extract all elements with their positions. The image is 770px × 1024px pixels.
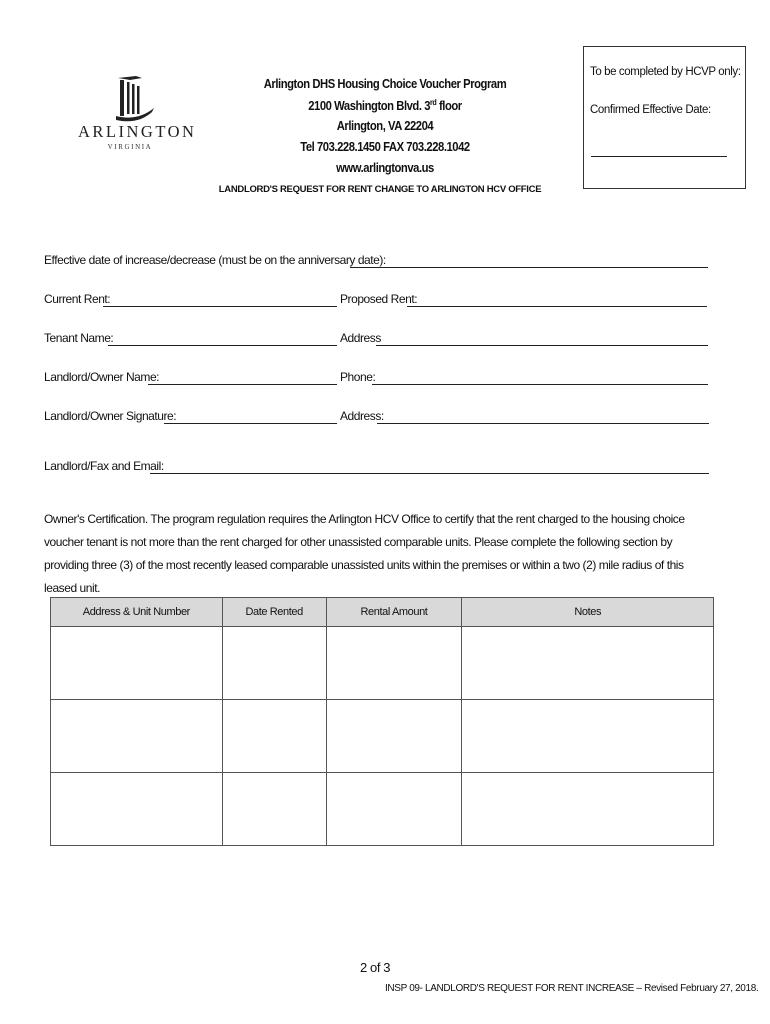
form-title: LANDLORD'S REQUEST FOR RENT CHANGE TO ARLINGTON HCV OFFICE bbox=[218, 184, 542, 195]
tenant-name-field[interactable] bbox=[108, 345, 337, 346]
owner-address-field[interactable] bbox=[377, 423, 709, 424]
date-rented-cell[interactable] bbox=[222, 700, 326, 773]
confirmed-effective-date-label: Confirmed Effective Date: bbox=[590, 104, 711, 116]
comparable-units-table bbox=[50, 597, 714, 846]
hcvp-box-title: To be completed by HCVP only: bbox=[590, 66, 741, 78]
owner-address-label: Address: bbox=[340, 409, 384, 423]
effective-date-field[interactable] bbox=[350, 267, 708, 268]
proposed-rent-field[interactable] bbox=[407, 306, 707, 307]
table-row bbox=[51, 627, 714, 700]
tenant-address-field[interactable] bbox=[376, 345, 708, 346]
office-street: 2100 Washington Blvd. 3rd floor bbox=[308, 98, 462, 114]
tenant-address-label: Address bbox=[340, 331, 381, 345]
address-unit-cell[interactable] bbox=[51, 700, 223, 773]
current-rent-field[interactable] bbox=[103, 306, 337, 307]
owner-signature-field[interactable] bbox=[164, 423, 337, 424]
owner-name-label: Landlord/Owner Name: bbox=[44, 370, 160, 384]
office-website: www.arlingtonva.us bbox=[336, 161, 434, 175]
form-footer: INSP 09- LANDLORD'S REQUEST FOR RENT INCREASE – Revised February 27, 2018. bbox=[385, 983, 759, 994]
phone-field[interactable] bbox=[372, 384, 708, 385]
rental-amount-cell[interactable] bbox=[326, 773, 462, 846]
office-phone-fax: Tel 703.228.1450 FAX 703.228.1042 bbox=[300, 140, 470, 154]
notes-cell[interactable] bbox=[462, 773, 714, 846]
table-header-row bbox=[51, 598, 714, 627]
tenant-name-label: Tenant Name: bbox=[44, 331, 114, 345]
notes-cell[interactable] bbox=[462, 627, 714, 700]
table-row bbox=[51, 700, 714, 773]
owner-signature-label: Landlord/Owner Signature: bbox=[44, 409, 177, 423]
effective-date-label: Effective date of increase/decrease (must be on the anniversary date): bbox=[44, 253, 386, 267]
current-rent-label: Current Rent: bbox=[44, 292, 111, 306]
rental-amount-cell[interactable] bbox=[326, 700, 462, 773]
rental-amount-column-header: Rental Amount bbox=[326, 598, 462, 627]
proposed-rent-label: Proposed Rent: bbox=[340, 292, 418, 306]
date-rented-column-header: Date Rented bbox=[222, 598, 326, 627]
office-city: Arlington, VA 22204 bbox=[336, 119, 434, 133]
address-unit-cell[interactable] bbox=[51, 627, 223, 700]
page-number: 2 of 3 bbox=[360, 960, 391, 975]
notes-column-header: Notes bbox=[462, 598, 714, 627]
logo-wordmark: ARLINGTON bbox=[78, 122, 197, 141]
owner-certification-text: Owner's Certification. The program regulation requires the Arlington HCV Office to certify that the rent charged to the housing choice voucher tenant is not more than the rent charged for other unassisted comparable units. Please complete the following section by providing three (3) of the most recently leased comparable unassisted units within the premises or within a two (2) mile radius of this leased unit. bbox=[44, 512, 685, 595]
notes-cell[interactable] bbox=[462, 700, 714, 773]
program-name: Arlington DHS Housing Choice Voucher Program bbox=[263, 77, 507, 91]
phone-label: Phone: bbox=[340, 370, 376, 384]
logo-subtitle: VIRGINIA bbox=[107, 143, 153, 151]
address-unit-cell[interactable] bbox=[51, 773, 223, 846]
address-unit-column-header: Address & Unit Number bbox=[51, 598, 223, 627]
rental-amount-cell[interactable] bbox=[326, 627, 462, 700]
fax-email-label: Landlord/Fax and Email: bbox=[44, 459, 164, 473]
table-row bbox=[51, 773, 714, 846]
fax-email-field[interactable] bbox=[150, 473, 709, 474]
date-rented-cell[interactable] bbox=[222, 627, 326, 700]
confirmed-effective-date-field[interactable] bbox=[591, 156, 727, 157]
owner-name-field[interactable] bbox=[148, 384, 337, 385]
date-rented-cell[interactable] bbox=[222, 773, 326, 846]
